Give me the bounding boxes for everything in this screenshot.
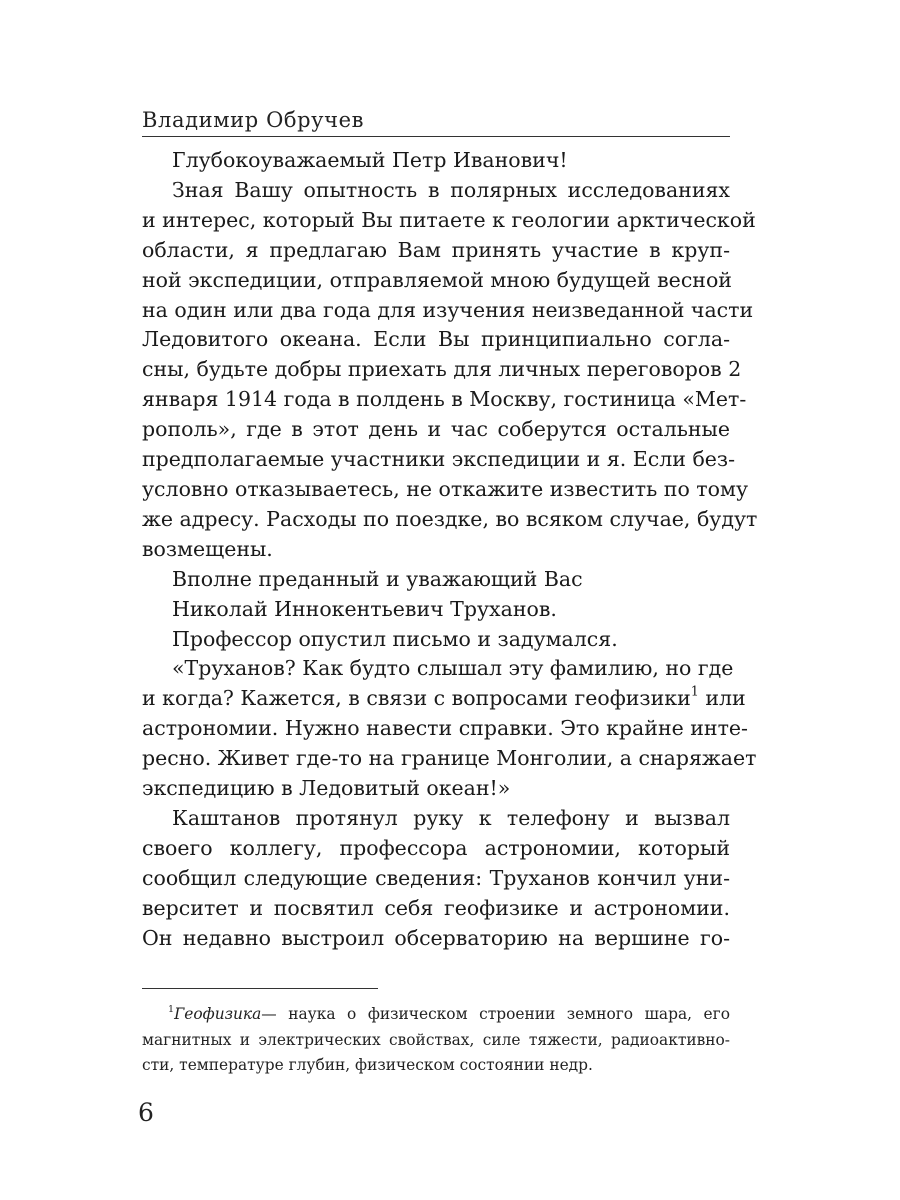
text-line: своего коллегу, профессора астрономии, который — [142, 835, 730, 860]
footnote — [142, 1002, 730, 1079]
footnote-definition: — наука о физическом строении земного шара, его — [261, 1005, 730, 1023]
text-line: Вполне преданный и уважающий Вас — [172, 566, 583, 591]
text-line: Глубокоуважаемый Петр Иванович! — [172, 148, 568, 172]
footnote-marker: 1 — [168, 1003, 175, 1015]
text-line — [142, 683, 746, 714]
footnote-separator — [142, 988, 378, 989]
text-line: Ледовитого океана. Если Вы принципиально согла- — [142, 327, 730, 352]
text-line: возмещены. — [142, 536, 273, 561]
text-line: января 1914 года в полдень в Москву, гостиница «Мет- — [142, 387, 747, 412]
text-line: предполагаемые участники экспедиции и я. Если без- — [142, 447, 736, 472]
text-line: Профессор опустил письмо и задумался. — [172, 626, 618, 651]
text-line: же адресу. Расходы по поездке, во всяком случае, будут — [142, 506, 758, 531]
text-line: рополь», где в этот день и час соберутся остальные — [142, 417, 730, 442]
footnote-line: сти, температуре глубин, физическом состоянии недр. — [142, 1056, 593, 1074]
header-rule — [142, 136, 730, 137]
running-head: Владимир Обручев — [142, 108, 365, 132]
text-line: сны, будьте добры приехать для личных переговоров 2 — [142, 357, 742, 382]
text-line: ресно. Живет где-то на границе Монголии, а снаряжает — [142, 746, 757, 771]
text-line: сообщил следующие сведения: Труханов кончил уни- — [142, 865, 730, 890]
text-fragment: и когда? Кажется, в связи с вопросами геофизики — [142, 686, 691, 711]
body-text — [142, 146, 758, 953]
text-fragment: или — [698, 686, 746, 711]
text-line: экспедицию в Ледовитый океан!» — [142, 776, 511, 801]
text-line: Зная Вашу опытность в полярных исследованиях — [172, 177, 730, 202]
footnote-line — [142, 1002, 730, 1028]
footnote-term: Геофизика — [174, 1005, 262, 1023]
footnote-line: магнитных и электрических свойствах, силе тяжести, радиоактивно- — [142, 1030, 730, 1049]
text-line: Каштанов протянул руку к телефону и вызвал — [172, 805, 730, 830]
text-line: области, я предлагаю Вам принять участие в круп- — [142, 237, 730, 262]
text-line: верситет и посвятил себя геофизике и астрономии. — [142, 895, 730, 920]
text-line: и интерес, который Вы питаете к геологии арктической — [142, 207, 756, 232]
page-number: 6 — [138, 1098, 154, 1127]
text-line: астрономии. Нужно навести справки. Это крайне инте- — [142, 716, 748, 741]
footnote-ref[interactable]: 1 — [690, 683, 699, 699]
text-line: Николай Иннокентьевич Труханов. — [172, 596, 557, 621]
text-line: ной экспедиции, отправляемой мною будущей весной — [142, 267, 732, 292]
text-line: условно отказываетесь, не откажите известить по тому — [142, 476, 749, 501]
text-line: на один или два года для изучения неизведанной части — [142, 297, 754, 322]
text-line: Он недавно выстроил обсерваторию на вершине го- — [142, 925, 730, 950]
text-line: «Труханов? Как будто слышал эту фамилию, но где — [172, 656, 734, 681]
